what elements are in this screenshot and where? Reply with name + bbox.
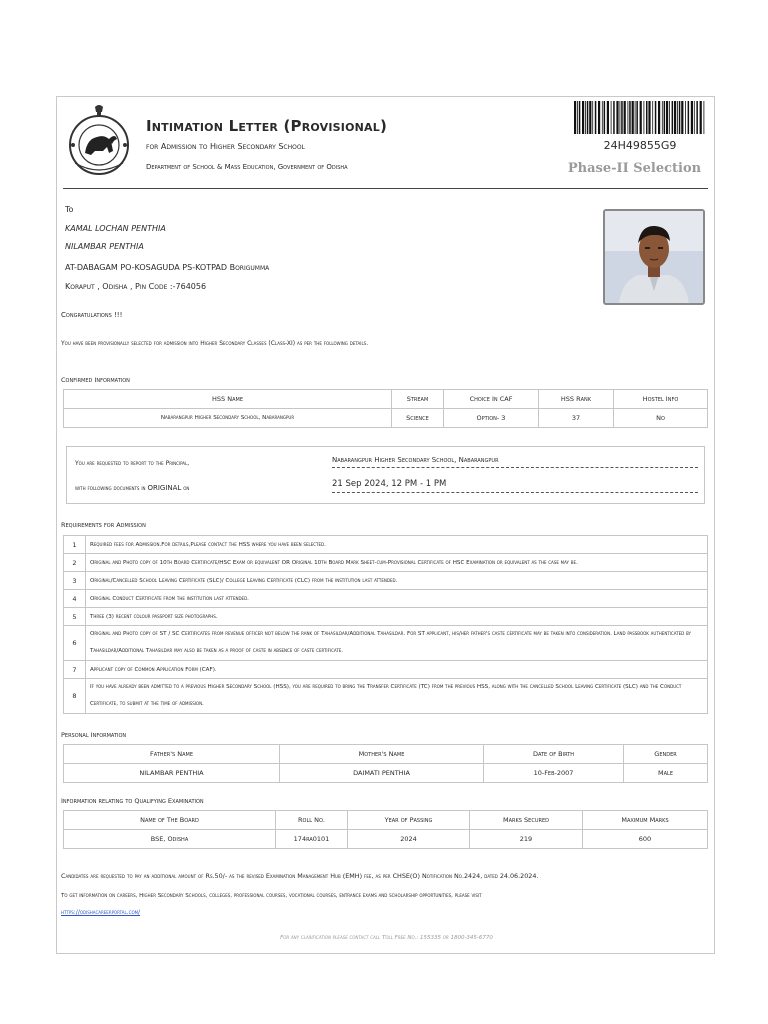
- table-cell: 174ra0101: [276, 830, 348, 849]
- address-line-1: AT-DABAGAM PO-KOSAGUDA PS-KOTPAD Borigumma: [65, 263, 270, 272]
- req-text: Applicant copy of Common Application Form (CAF).: [86, 661, 708, 679]
- report-datetime: 21 Sep 2024, 12 PM - 1 PM: [332, 479, 698, 493]
- req-text: If you have already been admitted to a previous Higher Secondary School (HSS), you are required to bring the Transfer Certificate (TC) from the previous HSS, along with the cancelled School Leaving Certificate (SLC) and the Conduct Certificate, to submit at the time of admission.: [86, 679, 708, 714]
- barcode-bar: [607, 101, 609, 134]
- req-number: 5: [64, 608, 86, 626]
- table-header: Mother's Name: [280, 745, 484, 764]
- table-cell: BSE, Odisha: [64, 830, 276, 849]
- barcode-bar: [582, 101, 584, 134]
- helpline-footer: For any clarification please contact call Toll Free No.: 155335 or 1800-345-6770: [280, 935, 493, 941]
- table-cell: NILAMBAR PENTHIA: [64, 764, 280, 783]
- table-header: HSS Name: [64, 390, 392, 409]
- barcode-bar: [681, 101, 683, 134]
- department-name: Department of School & Mass Education, Government of Odisha: [146, 163, 348, 171]
- table-row: [64, 554, 708, 572]
- report-instruction: You are requested to report to the Principal,: [75, 460, 190, 467]
- barcode-bar: [613, 101, 615, 134]
- barcode-bar: [636, 101, 638, 134]
- table-header: Father's Name: [64, 745, 280, 764]
- req-number: 7: [64, 661, 86, 679]
- table-cell: 219: [470, 830, 583, 849]
- qualifying-info-label: Information relating to Qualifying Examination: [61, 797, 204, 805]
- barcode-icon: [574, 101, 706, 134]
- barcode-bar: [646, 101, 648, 134]
- table-header: Stream: [392, 390, 444, 409]
- req-text: Original Conduct Certificate from the institution last attended.: [86, 590, 708, 608]
- barcode-bar: [598, 101, 600, 134]
- qualifying-info-table: [63, 810, 708, 849]
- barcode-bar: [685, 101, 686, 134]
- barcode-bar: [644, 101, 645, 134]
- table-header: Hostel Info: [614, 390, 708, 409]
- barcode-bar: [611, 101, 612, 134]
- table-cell: DAIMATI PENTHIA: [280, 764, 484, 783]
- reporting-box: [66, 446, 705, 504]
- report-original-word: ORIGINAL: [147, 484, 182, 492]
- barcode-bar: [648, 101, 650, 134]
- req-text: Three (3) recent colour passport size photographs.: [86, 608, 708, 626]
- barcode-bar: [602, 101, 603, 134]
- req-number: 1: [64, 536, 86, 554]
- personal-info-table: [63, 744, 708, 783]
- table-cell: 10-Feb-2007: [484, 764, 624, 783]
- barcode-bar: [696, 101, 698, 134]
- requirements-label: Requirements for Admission: [61, 521, 146, 529]
- barcode-bar: [628, 101, 629, 134]
- table-header: Year of Passing: [348, 811, 470, 830]
- table-cell: Option- 3: [444, 409, 539, 428]
- barcode-bar: [635, 101, 636, 134]
- confirmed-info-label: Confirmed Information: [61, 376, 130, 384]
- candidate-name: KAMAL LOCHAN PENTHIA: [65, 224, 166, 233]
- barcode-bar: [621, 101, 623, 134]
- barcode-bar: [624, 101, 626, 134]
- barcode-bar: [672, 101, 674, 134]
- barcode-number: 24H49855G9: [603, 139, 677, 152]
- table-cell: Nabarangpur Higher Secondary School, Nabarangpur: [64, 409, 392, 428]
- career-portal-link[interactable]: https://odishacareerportal.com/: [61, 909, 141, 916]
- barcode-bar: [694, 101, 695, 134]
- req-text: Required fees for Admission.For details,Please contact the HSS where you have been selected.: [86, 536, 708, 554]
- candidate-photo: [603, 209, 705, 305]
- report-documents-suffix: on: [183, 485, 190, 492]
- barcode-bar: [629, 101, 631, 134]
- barcode-bar: [664, 101, 666, 134]
- req-number: 2: [64, 554, 86, 572]
- barcode-bar: [669, 101, 670, 134]
- barcode-bar: [679, 101, 681, 134]
- table-row: [64, 608, 708, 626]
- req-text: Original and Photo copy of 10th Board Certificate/HSC Exam or equivalent OR Original 10th Board Mark Sheet-cum-Provisional Certificate of HSC Examination or equivalent as the case may be.: [86, 554, 708, 572]
- barcode-bar: [620, 101, 621, 134]
- barcode-bar: [655, 101, 657, 134]
- table-row: [64, 409, 708, 428]
- table-row: [64, 590, 708, 608]
- report-documents-line: [75, 484, 189, 492]
- report-school: Nabarangpur Higher Secondary School, Nabarangpur: [332, 456, 698, 468]
- req-text: Original/Cancelled School Leaving Certificate (SLC)/ College Leaving Certificate (CLC) from the institution last attended.: [86, 572, 708, 590]
- table-row: [64, 572, 708, 590]
- barcode-bar: [577, 101, 578, 134]
- barcode-bar: [704, 101, 705, 134]
- table-row: [64, 679, 708, 714]
- address-line-2: Koraput , Odisha , Pin Code :-764056: [65, 282, 207, 291]
- req-number: 3: [64, 572, 86, 590]
- fee-note: Candidates are requested to pay an additional amount of Rs.50/- as the revised Examination Management Hub (EMH) fee, as per CHSE(O) Notification No.2424, dated 24.06.2024.: [61, 872, 539, 880]
- father-name: NILAMBAR PENTHIA: [65, 242, 144, 251]
- report-documents-prefix: with following documents in: [75, 485, 146, 492]
- barcode-bar: [585, 101, 586, 134]
- table-row: [64, 536, 708, 554]
- barcode-bar: [579, 101, 581, 134]
- barcode-bar: [574, 101, 576, 134]
- table-cell: 37: [539, 409, 614, 428]
- req-number: 4: [64, 590, 86, 608]
- barcode-bar: [652, 101, 653, 134]
- confirmed-info-table: [63, 389, 708, 428]
- barcode-bar: [595, 101, 597, 134]
- congratulations-text: Congratulations !!!: [61, 311, 123, 319]
- table-cell: Male: [624, 764, 708, 783]
- table-row: [64, 764, 708, 783]
- table-header: Marks Secured: [470, 811, 583, 830]
- table-cell: 600: [583, 830, 708, 849]
- barcode-bar: [616, 101, 618, 134]
- table-row: [64, 830, 708, 849]
- table-header: Roll No.: [276, 811, 348, 830]
- table-header: Gender: [624, 745, 708, 764]
- personal-info-label: Personal Information: [61, 731, 127, 739]
- req-number: 8: [64, 679, 86, 714]
- barcode-bar: [691, 101, 693, 134]
- req-number: 6: [64, 626, 86, 661]
- barcode-bar: [604, 101, 606, 134]
- table-cell: No: [614, 409, 708, 428]
- table-cell: Science: [392, 409, 444, 428]
- header-divider: [63, 188, 708, 189]
- intimation-letter: [56, 96, 715, 954]
- barcode-bar: [587, 101, 589, 134]
- table-header: HSS Rank: [539, 390, 614, 409]
- barcode-bar: [589, 101, 591, 134]
- barcode-bar: [662, 101, 663, 134]
- table-header: Date of Birth: [484, 745, 624, 764]
- barcode-bar: [640, 101, 642, 134]
- table-row: [64, 626, 708, 661]
- barcode-bar: [674, 101, 676, 134]
- letter-subtitle: for Admission to Higher Secondary School: [146, 142, 305, 151]
- barcode-bar: [700, 101, 702, 134]
- barcode-bar: [592, 101, 593, 134]
- odisha-emblem-icon: [65, 103, 133, 179]
- barcode-bar: [658, 101, 660, 134]
- to-label: To: [65, 205, 74, 214]
- table-header: Maximum Marks: [583, 811, 708, 830]
- barcode-bar: [688, 101, 690, 134]
- table-header: Name of The Board: [64, 811, 276, 830]
- table-row: [64, 661, 708, 679]
- barcode-bar: [632, 101, 634, 134]
- barcode-bar: [677, 101, 678, 134]
- req-text: Original and Photo copy of ST / SC Certificates from revenue officer not below the rank of Tahasildar/Additional Tahasildar. For ST applicant, his/her father's caste certificate may be taken into consideration. Land passbook authenticated by Tahasildar/Additional Tahasildar may also be taken as a proof of caste in absence of caste certificate.: [86, 626, 708, 661]
- requirements-table: [63, 535, 708, 714]
- phase-label: Phase-II Selection: [567, 161, 702, 176]
- table-header: Choice In CAF: [444, 390, 539, 409]
- selection-text: You have been provisionally selected for admission into Higher Secondary Classes (Class-XI) as per the following details.: [61, 340, 369, 347]
- careers-note: To get information on careers, Higher Secondary Schools, colleges, professional courses, vocational courses, entrance exams and scholarship opportunities, please visit: [61, 893, 482, 899]
- barcode-bar: [666, 101, 668, 134]
- table-cell: 2024: [348, 830, 470, 849]
- letter-title: Intimation Letter (Provisional): [146, 117, 388, 135]
